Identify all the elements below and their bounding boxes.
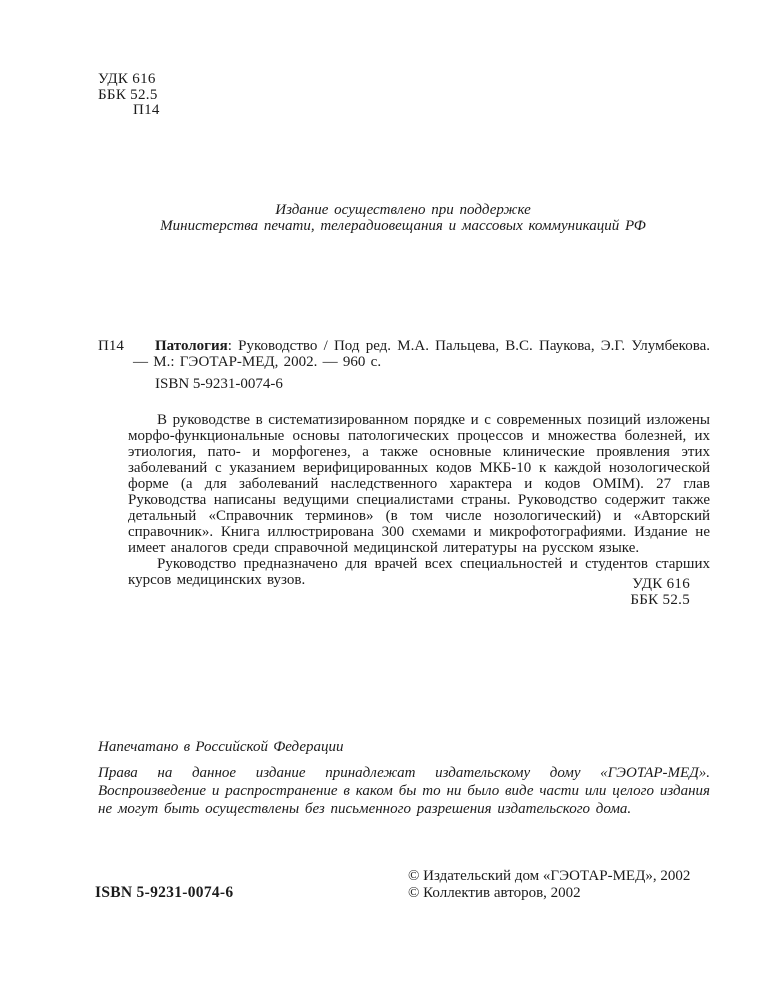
- copyright-authors: © Коллектив авторов, 2002: [408, 885, 581, 901]
- annotation-paragraph-2: Руководство предназначено для врачей всех специальностей и студентов старших курсов медицинских вузов.: [128, 556, 710, 588]
- rights-notice: Права на данное издание принадлежат издательскому дому «ГЭОТАР-МЕД». Воспроизведение и распространение в каком бы то ни было виде части или целого издания не могут быть осуществлены без письменного разрешения издательского дома.: [98, 765, 710, 817]
- annotation-block: [128, 412, 710, 588]
- udk-code: УДК 616: [98, 71, 156, 87]
- copyright-block: [408, 868, 690, 902]
- bibliographic-entry: [98, 338, 710, 393]
- classification-codes-right: [95, 577, 690, 608]
- bbk-code: ББК 52.5: [98, 86, 158, 103]
- bib-description-rest: : Руководство / Под ред. М.А. Пальцева, В.С. Паукова, Э.Г. Улумбекова. — М.: ГЭОТАР-МЕД, 2002. — 960 с.: [133, 338, 710, 370]
- copyright-publisher: © Издательский дом «ГЭОТАР-МЕД», 2002: [408, 868, 691, 884]
- classification-codes-block: [98, 72, 160, 119]
- support-note: [95, 203, 711, 234]
- bib-author-sign: П14: [98, 338, 124, 354]
- printed-in-note: Напечатано в Российской Федерации: [98, 739, 344, 755]
- support-note-line1: Издание осуществлено при поддержке: [275, 202, 531, 218]
- book-title: Патология: [155, 338, 228, 354]
- isbn-bottom: ISBN 5-9231-0074-6: [95, 884, 234, 901]
- isbn-top: ISBN 5-9231-0074-6: [155, 376, 283, 392]
- annotation-paragraph-1: В руководстве в систематизированном порядке и с современных позиций изложены морфо-функциональные основы патологических процессов и множества болезней, их этиология, пато- и морфогенез, а также основные клинические проявления этих заболеваний с указанием верифицированных кодов МКБ-10 к каждой нозологической форме (а для заболеваний наследственного характера и кодов OMIM). 27 глав Руководства написаны ведущими специалистами страны. Руководство содержит также детальный «Справочник терминов» (в том числе нозологический) и «Авторский справочник». Книга иллюстрирована 300 схемами и микрофотографиями. Издание не имеет аналогов среди справочной медицинской литературы на русском языке.: [128, 412, 710, 556]
- author-sign-code: П14: [133, 102, 160, 118]
- udk-code-right: УДК 616: [632, 576, 690, 592]
- bib-description: [133, 339, 710, 370]
- bbk-code-right: ББК 52.5: [630, 591, 690, 608]
- support-note-line2: Министерства печати, телерадиовещания и массовых коммуникаций РФ: [160, 217, 646, 234]
